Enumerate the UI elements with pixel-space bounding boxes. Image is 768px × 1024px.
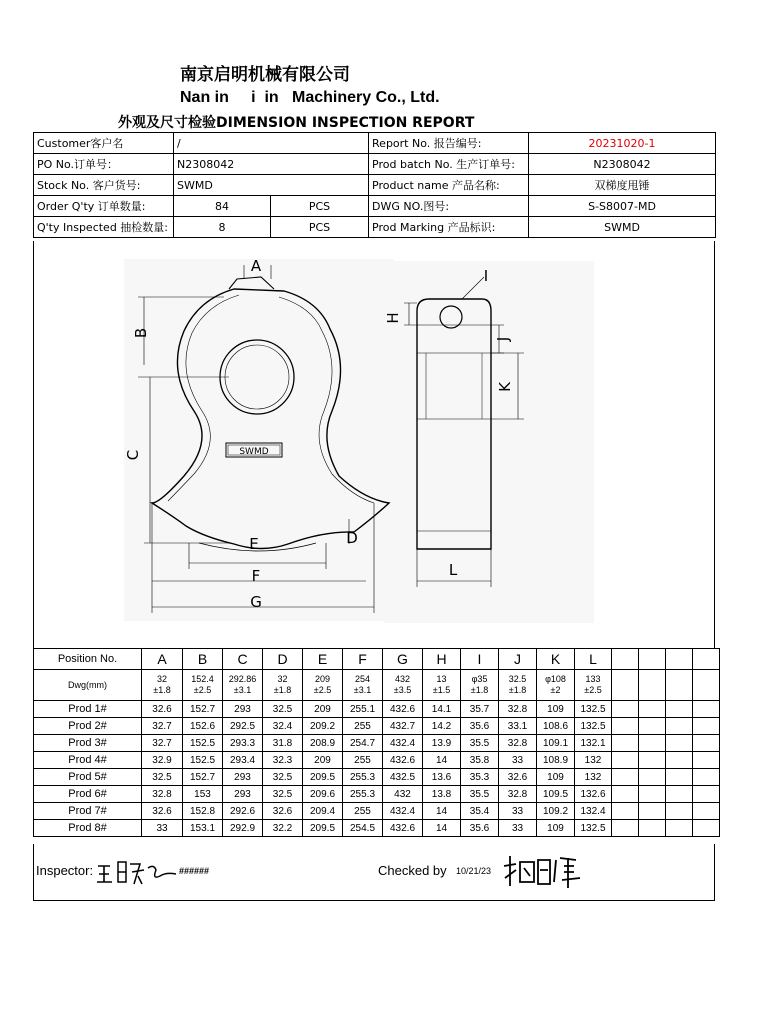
empty-cell (639, 718, 666, 735)
position-label: Position No. (34, 649, 142, 670)
measurement-cell: 293 (223, 786, 263, 803)
empty-cell (666, 769, 693, 786)
dim-label-h: H (384, 312, 402, 324)
stock-label: Stock No. 客户货号: (34, 175, 174, 196)
column-header-i: I (461, 649, 499, 670)
column-header-l: L (575, 649, 612, 670)
po-value: N2308042 (174, 154, 369, 175)
dwg-tolerance: ±2 (550, 685, 561, 695)
measurement-cell: 254.7 (343, 735, 383, 752)
measurement-cell: 32.8 (499, 786, 537, 803)
measurement-cell: 255.1 (343, 701, 383, 718)
measurement-cell: 132.5 (575, 701, 612, 718)
empty-cell (666, 752, 693, 769)
measurement-cell: 35.6 (461, 718, 499, 735)
dwg-nominal: 292.86 (228, 674, 257, 684)
measurement-cell: 13.9 (423, 735, 461, 752)
measurement-cell: 14 (423, 820, 461, 837)
measurement-cell: 109.1 (537, 735, 575, 752)
measurement-cell: 209 (303, 701, 343, 718)
inspector-signature (96, 858, 178, 888)
column-header-e: E (303, 649, 343, 670)
measurement-cell: 209 (303, 752, 343, 769)
dwg-nominal: 32 (277, 674, 288, 684)
empty-cell (612, 752, 639, 769)
company-name-cn: 南京启明机械有限公司 (180, 65, 350, 85)
dwg-nominal: 432 (394, 674, 411, 684)
empty-cell (612, 718, 639, 735)
drawing-svg (34, 241, 714, 648)
empty-cell (693, 649, 720, 670)
measurement-cell: 32.4 (263, 718, 303, 735)
prod-label: Prod 8# (34, 820, 142, 837)
empty-cell (666, 735, 693, 752)
dwg-nominal: 209 (314, 674, 331, 684)
empty-cell (693, 803, 720, 820)
measurement-cell: 132 (575, 752, 612, 769)
dwg-nominal: 133 (585, 674, 601, 684)
measurement-cell: 32.5 (263, 769, 303, 786)
measurement-cell: 32.9 (142, 752, 183, 769)
dim-label-j: J (494, 336, 512, 342)
measurement-cell: 109 (537, 701, 575, 718)
prod-row (34, 701, 720, 718)
measurement-cell: 35.7 (461, 701, 499, 718)
report-no-label: Report No. 报告编号: (369, 133, 529, 154)
order-qty-value: 84 (174, 196, 271, 217)
empty-cell (612, 820, 639, 837)
qty-inspected-unit: PCS (271, 217, 369, 238)
order-qty-label: Order Q'ty 订单数量: (34, 196, 174, 217)
prod-row (34, 786, 720, 803)
measurement-cell: 132.1 (575, 735, 612, 752)
dwg-tolerance: ±2.5 (313, 685, 332, 695)
measurement-cell: 132.5 (575, 820, 612, 837)
measurement-cell: 209.5 (303, 820, 343, 837)
column-header-b: B (183, 649, 223, 670)
measurement-cell: 32.5 (263, 786, 303, 803)
column-header-j: J (499, 649, 537, 670)
prod-row (34, 803, 720, 820)
qty-inspected-value: 8 (174, 217, 271, 238)
dwg-tolerance: ±1.8 (153, 685, 171, 695)
dwg-tolerance: ±2.5 (193, 685, 212, 695)
measurement-cell: 32.8 (499, 701, 537, 718)
prod-rows (34, 701, 720, 837)
info-row (34, 196, 716, 217)
measurement-cell: 14 (423, 803, 461, 820)
empty-cell (612, 735, 639, 752)
dwg-cell (423, 670, 461, 701)
empty-cell (639, 735, 666, 752)
measurement-cell: 32.5 (142, 769, 183, 786)
prod-batch-value: N2308042 (529, 154, 716, 175)
measurement-cell: 152.5 (183, 752, 223, 769)
dim-label-k: K (496, 382, 514, 392)
stock-value: SWMD (174, 175, 369, 196)
empty-cell (639, 670, 666, 701)
empty-cell (639, 820, 666, 837)
dwg-nominal: φ108 (545, 674, 566, 684)
empty-cell (693, 820, 720, 837)
dwg-nominal: 32 (156, 674, 167, 684)
measurement-cell: 153.1 (183, 820, 223, 837)
info-row (34, 133, 716, 154)
empty-cell (639, 701, 666, 718)
measurement-cell: 292.5 (223, 718, 263, 735)
empty-cell (639, 803, 666, 820)
measurement-cell: 293.3 (223, 735, 263, 752)
measurement-cell: 35.6 (461, 820, 499, 837)
company-name-en: Nan in i in Machinery Co., Ltd. (180, 89, 440, 106)
customer-label: Customer客户名 (34, 133, 174, 154)
measurement-cell: 209.4 (303, 803, 343, 820)
prod-row (34, 752, 720, 769)
column-header-f: F (343, 649, 383, 670)
measurement-cell: 35.4 (461, 803, 499, 820)
measurement-cell: 33 (499, 803, 537, 820)
empty-cell (693, 769, 720, 786)
measurement-cell: 152.7 (183, 701, 223, 718)
dwg-cell (343, 670, 383, 701)
empty-cell (612, 803, 639, 820)
dim-label-c: C (124, 449, 142, 461)
empty-cell (693, 752, 720, 769)
prod-batch-label: Prod batch No. 生产订单号: (369, 154, 529, 175)
prod-label: Prod 2# (34, 718, 142, 735)
measurement-cell: 152.6 (183, 718, 223, 735)
technical-drawing (33, 241, 715, 649)
prod-row (34, 735, 720, 752)
report-no-value: 20231020-1 (529, 133, 716, 154)
measurement-cell: 432.6 (383, 752, 423, 769)
dwg-no-label: DWG NO.图号: (369, 196, 529, 217)
dwg-cell (263, 670, 303, 701)
measurement-cell: 132.4 (575, 803, 612, 820)
measurement-cell: 32.6 (499, 769, 537, 786)
po-label: PO No.订单号： (34, 154, 174, 175)
empty-cell (693, 735, 720, 752)
measurement-cell: 153 (183, 786, 223, 803)
measurement-cell: 32.8 (499, 735, 537, 752)
checked-by-label: Checked by (378, 863, 447, 878)
measurement-cell: 432.7 (383, 718, 423, 735)
empty-cell (666, 803, 693, 820)
empty-cell (666, 649, 693, 670)
measurement-cell: 32.8 (142, 786, 183, 803)
dwg-tolerance: ±2.5 (584, 685, 602, 695)
dwg-cell (461, 670, 499, 701)
empty-cell (666, 670, 693, 701)
measurement-cell: 33 (499, 752, 537, 769)
dim-label-b: B (132, 327, 150, 339)
column-header-a: A (142, 649, 183, 670)
dwg-cell (575, 670, 612, 701)
empty-cell (612, 786, 639, 803)
empty-cell (666, 820, 693, 837)
dwg-cell (303, 670, 343, 701)
prod-marking-label: Prod Marking 产品标识: (369, 217, 529, 238)
info-table (33, 132, 716, 238)
signature-footer (33, 844, 715, 901)
prod-marking-value: SWMD (529, 217, 716, 238)
inspector-date: ###### (179, 866, 210, 876)
position-header-row (34, 649, 720, 670)
measurement-cell: 255.3 (343, 769, 383, 786)
measurement-cell: 109 (537, 820, 575, 837)
order-qty-unit: PCS (271, 196, 369, 217)
measurement-cell: 255.3 (343, 786, 383, 803)
empty-cell (612, 649, 639, 670)
measurement-cell: 255 (343, 752, 383, 769)
product-name-value: 双梯度甩锤 (529, 175, 716, 196)
measurement-cell: 32.6 (263, 803, 303, 820)
measurement-cell: 293.4 (223, 752, 263, 769)
measurement-cell: 14 (423, 752, 461, 769)
qty-inspected-label: Q'ty Inspected 抽检数量: (34, 217, 174, 238)
dim-label-d: D (346, 529, 358, 547)
dwg-cell (142, 670, 183, 701)
product-name-label: Product name 产品名称: (369, 175, 529, 196)
dwg-tolerance: ±1.8 (470, 685, 489, 695)
measurement-cell: 254.5 (343, 820, 383, 837)
measurement-cell: 432.6 (383, 701, 423, 718)
empty-cell (639, 649, 666, 670)
dwg-tolerance: ±1.5 (432, 685, 451, 695)
measurement-cell: 35.3 (461, 769, 499, 786)
prod-label: Prod 6# (34, 786, 142, 803)
measurement-cell: 292.9 (223, 820, 263, 837)
inspector-label: Inspector: (36, 863, 94, 878)
prod-row (34, 769, 720, 786)
empty-cell (639, 786, 666, 803)
empty-cell (666, 786, 693, 803)
empty-cell (666, 718, 693, 735)
dim-label-a: A (250, 257, 262, 275)
dim-label-f: F (251, 567, 261, 585)
measurement-cell: 209.5 (303, 769, 343, 786)
prod-row (34, 718, 720, 735)
info-row (34, 175, 716, 196)
dim-label-i: I (483, 267, 489, 285)
empty-cell (612, 670, 639, 701)
measurement-table (33, 648, 720, 837)
column-header-g: G (383, 649, 423, 670)
dwg-cell (537, 670, 575, 701)
measurement-cell: 14.2 (423, 718, 461, 735)
prod-label: Prod 5# (34, 769, 142, 786)
empty-cell (639, 752, 666, 769)
measurement-cell: 209.2 (303, 718, 343, 735)
measurement-cell: 432.5 (383, 769, 423, 786)
measurement-cell: 432 (383, 786, 423, 803)
column-header-d: D (263, 649, 303, 670)
dim-label-g: G (250, 593, 262, 611)
dwg-nominal: 13 (436, 674, 447, 684)
measurement-cell: 14.1 (423, 701, 461, 718)
dwg-cell (183, 670, 223, 701)
measurement-cell: 432.4 (383, 735, 423, 752)
prod-label: Prod 1# (34, 701, 142, 718)
measurement-cell: 35.5 (461, 786, 499, 803)
dwg-tolerance: ±3.1 (353, 685, 372, 695)
measurement-cell: 35.5 (461, 735, 499, 752)
dwg-tolerance: ±1.8 (508, 685, 527, 695)
empty-cell (693, 701, 720, 718)
measurement-cell: 32.2 (263, 820, 303, 837)
prod-row (34, 820, 720, 837)
column-header-k: K (537, 649, 575, 670)
column-header-h: H (423, 649, 461, 670)
info-row (34, 217, 716, 238)
measurement-cell: 152.7 (183, 769, 223, 786)
prod-label: Prod 4# (34, 752, 142, 769)
empty-cell (666, 701, 693, 718)
checked-date: 10/21/23 (456, 866, 492, 876)
measurement-cell: 292.6 (223, 803, 263, 820)
measurement-cell: 35.8 (461, 752, 499, 769)
measurement-cell: 32.7 (142, 718, 183, 735)
measurement-cell: 208.9 (303, 735, 343, 752)
drawing-stamp: SWMD (239, 447, 269, 457)
empty-cell (612, 769, 639, 786)
dwg-cell (223, 670, 263, 701)
dwg-nominal: φ35 (471, 674, 488, 684)
measurement-cell: 293 (223, 769, 263, 786)
dim-label-e: E (249, 535, 259, 553)
dwg-tolerance: ±3.5 (393, 685, 412, 695)
measurement-cell: 432.4 (383, 803, 423, 820)
measurement-cell: 132.5 (575, 718, 612, 735)
measurement-cell: 255 (343, 718, 383, 735)
measurement-cell: 32.3 (263, 752, 303, 769)
empty-cell (693, 670, 720, 701)
dwg-nominal: 152.4 (191, 674, 214, 684)
measurement-cell: 13.8 (423, 786, 461, 803)
dim-label-l: L (448, 561, 458, 579)
measurement-cell: 152.5 (183, 735, 223, 752)
dwg-no-value: S-S8007-MD (529, 196, 716, 217)
customer-value: / (174, 133, 369, 154)
checker-signature (502, 852, 582, 894)
dwg-tolerance: ±1.8 (273, 685, 292, 695)
dwg-nominal: 32.5 (508, 674, 527, 684)
empty-cell (612, 701, 639, 718)
empty-cell (693, 718, 720, 735)
dwg-nominal: 254 (354, 674, 371, 684)
prod-label: Prod 7# (34, 803, 142, 820)
dwg-label: Dwg(mm) (34, 670, 142, 701)
prod-label: Prod 3# (34, 735, 142, 752)
measurement-cell: 152.8 (183, 803, 223, 820)
report-title: 外观及尺寸检验DIMENSION INSPECTION REPORT (118, 115, 475, 131)
dwg-cell (499, 670, 537, 701)
measurement-cell: 13.6 (423, 769, 461, 786)
measurement-cell: 109.2 (537, 803, 575, 820)
measurement-cell: 432.6 (383, 820, 423, 837)
measurement-cell: 33 (142, 820, 183, 837)
measurement-cell: 132 (575, 769, 612, 786)
measurement-cell: 255 (343, 803, 383, 820)
dwg-cell (383, 670, 423, 701)
measurement-cell: 108.9 (537, 752, 575, 769)
measurement-cell: 32.7 (142, 735, 183, 752)
dwg-tolerance: ±3.1 (233, 685, 252, 695)
measurement-cell: 132.6 (575, 786, 612, 803)
measurement-cell: 33.1 (499, 718, 537, 735)
measurement-cell: 33 (499, 820, 537, 837)
measurement-cell: 32.6 (142, 701, 183, 718)
empty-cell (639, 769, 666, 786)
measurement-cell: 109 (537, 769, 575, 786)
info-row (34, 154, 716, 175)
measurement-cell: 32.5 (263, 701, 303, 718)
measurement-cell: 108.6 (537, 718, 575, 735)
dwg-row (34, 670, 720, 701)
column-header-c: C (223, 649, 263, 670)
measurement-cell: 31.8 (263, 735, 303, 752)
empty-cell (693, 786, 720, 803)
measurement-cell: 109.5 (537, 786, 575, 803)
measurement-cell: 209.6 (303, 786, 343, 803)
measurement-cell: 32.6 (142, 803, 183, 820)
measurement-cell: 293 (223, 701, 263, 718)
